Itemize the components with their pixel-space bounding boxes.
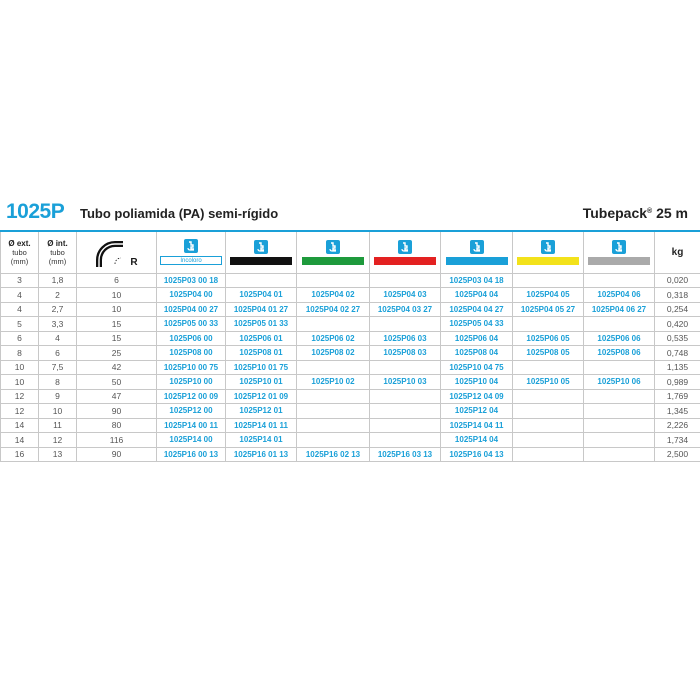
int-diameter-cell: 9 xyxy=(39,389,77,404)
kg-label: kg xyxy=(671,246,684,258)
reference-cell xyxy=(297,433,370,448)
reference-cell xyxy=(584,273,655,288)
reference-cell: 1025P04 01 27 xyxy=(226,302,297,317)
ext-diameter-cell: 3 xyxy=(1,273,39,288)
reference-cell: 1025P10 03 xyxy=(370,375,441,390)
bend-radius-cell: 42 xyxy=(77,360,157,375)
color-header-content xyxy=(513,232,583,273)
product-description: Tubo poliamida (PA) semi-rígido xyxy=(80,206,279,221)
reference-cell: 1025P04 01 xyxy=(226,288,297,303)
bend-radius-header xyxy=(77,231,157,273)
bend-radius-cell: 50 xyxy=(77,375,157,390)
reference-cell xyxy=(513,433,584,448)
int-diameter-cell: 4 xyxy=(39,331,77,346)
bend-radius-cell: 15 xyxy=(77,331,157,346)
int-diameter-cell: 7,5 xyxy=(39,360,77,375)
color-header-1 xyxy=(226,231,297,273)
ext-diameter-cell: 12 xyxy=(1,404,39,419)
ext-diameter-cell: 8 xyxy=(1,346,39,361)
reference-cell xyxy=(513,360,584,375)
bend-radius-cell: 90 xyxy=(77,447,157,462)
weight-cell: 0,420 xyxy=(655,317,700,332)
reference-cell xyxy=(370,418,441,433)
fitting-pictogram-icon xyxy=(541,240,555,254)
reference-cell: 1025P14 00 xyxy=(157,433,226,448)
reference-cell xyxy=(297,389,370,404)
color-header-content xyxy=(584,232,654,273)
reference-cell xyxy=(584,389,655,404)
bend-radius-cell: 116 xyxy=(77,433,157,448)
ext-diameter-cell: 12 xyxy=(1,389,39,404)
table-row xyxy=(1,273,700,288)
weight-cell: 1,135 xyxy=(655,360,700,375)
color-header-3 xyxy=(370,231,441,273)
reference-cell xyxy=(370,389,441,404)
ext-sub1: tubo xyxy=(12,247,27,257)
fitting-pictogram-icon xyxy=(612,240,626,254)
ext-diameter-header xyxy=(1,231,39,273)
fitting-pictogram-icon xyxy=(398,240,412,254)
color-header-content xyxy=(441,232,512,273)
int-diameter-cell: 12 xyxy=(39,433,77,448)
color-header-5 xyxy=(513,231,584,273)
reference-cell: 1025P14 01 xyxy=(226,433,297,448)
int-diameter-header xyxy=(39,231,77,273)
reference-cell xyxy=(584,404,655,419)
ext-label: Ø ext. xyxy=(8,238,31,248)
int-diameter-cell: 2 xyxy=(39,288,77,303)
fitting-pictogram-icon xyxy=(184,239,198,253)
table-row xyxy=(1,389,700,404)
reference-cell xyxy=(513,273,584,288)
reference-cell xyxy=(370,273,441,288)
table-row xyxy=(1,302,700,317)
color-swatch xyxy=(374,257,436,265)
ext-diameter-cell: 4 xyxy=(1,288,39,303)
reference-cell: 1025P04 00 27 xyxy=(157,302,226,317)
bend-radius-cell: 90 xyxy=(77,404,157,419)
int-diameter-cell: 1,8 xyxy=(39,273,77,288)
reference-cell: 1025P10 01 75 xyxy=(226,360,297,375)
color-header-2 xyxy=(297,231,370,273)
color-header-6 xyxy=(584,231,655,273)
reference-cell: 1025P12 04 09 xyxy=(441,389,513,404)
int-sub2: (mm) xyxy=(48,256,67,266)
reference-cell xyxy=(297,360,370,375)
reference-cell xyxy=(370,404,441,419)
reference-cell xyxy=(297,404,370,419)
reference-cell: 1025P08 04 xyxy=(441,346,513,361)
bend-radius-cell: 80 xyxy=(77,418,157,433)
reference-cell: 1025P04 04 27 xyxy=(441,302,513,317)
reference-cell: 1025P14 04 11 xyxy=(441,418,513,433)
reference-cell: 1025P14 00 11 xyxy=(157,418,226,433)
color-header-content xyxy=(226,232,296,273)
bend-radius-cell: 10 xyxy=(77,288,157,303)
reference-cell: 1025P16 00 13 xyxy=(157,447,226,462)
reference-cell: 1025P06 00 xyxy=(157,331,226,346)
reference-cell: 1025P08 05 xyxy=(513,346,584,361)
int-diameter-cell: 8 xyxy=(39,375,77,390)
reference-cell: 1025P16 04 13 xyxy=(441,447,513,462)
color-swatch-clear xyxy=(160,256,222,265)
fitting-pictogram-icon xyxy=(254,240,268,254)
reference-cell xyxy=(584,317,655,332)
weight-cell: 0,020 xyxy=(655,273,700,288)
reference-cell: 1025P08 06 xyxy=(584,346,655,361)
reference-cell: 1025P12 00 xyxy=(157,404,226,419)
reference-cell xyxy=(297,273,370,288)
reference-cell: 1025P04 00 xyxy=(157,288,226,303)
int-diameter-cell: 2,7 xyxy=(39,302,77,317)
reference-cell: 1025P03 04 18 xyxy=(441,273,513,288)
reference-cell xyxy=(513,389,584,404)
weight-cell: 1,734 xyxy=(655,433,700,448)
weight-cell: 0,989 xyxy=(655,375,700,390)
bend-radius-cell: 25 xyxy=(77,346,157,361)
title-row xyxy=(0,200,700,226)
product-table-section xyxy=(0,200,700,462)
reference-cell xyxy=(584,433,655,448)
tubepack-brand: Tubepack xyxy=(582,205,648,221)
table-row xyxy=(1,418,700,433)
reference-cell xyxy=(297,317,370,332)
ext-diameter-cell: 10 xyxy=(1,360,39,375)
table-row xyxy=(1,346,700,361)
reference-cell: 1025P04 02 xyxy=(297,288,370,303)
color-header-content xyxy=(370,232,440,273)
ext-diameter-cell: 14 xyxy=(1,433,39,448)
reference-cell: 1025P08 01 xyxy=(226,346,297,361)
header-row xyxy=(1,231,700,273)
bend-radius-cell: 15 xyxy=(77,317,157,332)
table-row xyxy=(1,360,700,375)
color-swatch xyxy=(446,257,508,265)
weight-cell: 0,748 xyxy=(655,346,700,361)
reference-cell: 1025P04 03 xyxy=(370,288,441,303)
reference-cell xyxy=(584,418,655,433)
reference-cell: 1025P06 03 xyxy=(370,331,441,346)
reference-cell: 1025P04 05 xyxy=(513,288,584,303)
reference-cell: 1025P12 00 09 xyxy=(157,389,226,404)
reference-cell xyxy=(513,404,584,419)
color-swatch xyxy=(588,257,650,265)
reference-cell: 1025P10 06 xyxy=(584,375,655,390)
color-swatch xyxy=(230,257,292,265)
reference-cell: 1025P10 00 75 xyxy=(157,360,226,375)
color-swatch xyxy=(302,257,364,265)
ext-diameter-cell: 10 xyxy=(1,375,39,390)
reference-cell: 1025P04 06 xyxy=(584,288,655,303)
weight-cell: 1,769 xyxy=(655,389,700,404)
reference-cell: 1025P04 06 27 xyxy=(584,302,655,317)
reference-cell: 1025P16 03 13 xyxy=(370,447,441,462)
reference-cell xyxy=(584,447,655,462)
weight-cell: 0,318 xyxy=(655,288,700,303)
fitting-pictogram-icon xyxy=(326,240,340,254)
reference-cell xyxy=(513,447,584,462)
reference-cell: 1025P12 01 xyxy=(226,404,297,419)
ext-sub2: (mm) xyxy=(10,256,29,266)
color-name: Incoloro xyxy=(180,257,202,264)
reference-cell: 1025P14 01 11 xyxy=(226,418,297,433)
weight-cell: 2,226 xyxy=(655,418,700,433)
reference-cell: 1025P08 03 xyxy=(370,346,441,361)
reference-cell xyxy=(370,433,441,448)
reference-cell: 1025P12 01 09 xyxy=(226,389,297,404)
table-row xyxy=(1,317,700,332)
product-code: 1025P xyxy=(6,200,65,223)
table-row xyxy=(1,404,700,419)
reference-cell xyxy=(370,360,441,375)
color-header-4 xyxy=(441,231,513,273)
reference-cell: 1025P03 00 18 xyxy=(157,273,226,288)
weight-cell: 0,254 xyxy=(655,302,700,317)
reference-cell: 1025P14 04 xyxy=(441,433,513,448)
reference-cell: 1025P16 01 13 xyxy=(226,447,297,462)
reference-cell: 1025P06 01 xyxy=(226,331,297,346)
reference-cell: 1025P06 04 xyxy=(441,331,513,346)
reference-cell xyxy=(226,273,297,288)
reference-cell: 1025P06 02 xyxy=(297,331,370,346)
reference-cell: 1025P10 02 xyxy=(297,375,370,390)
int-label: Ø int. xyxy=(47,238,68,248)
fitting-pictogram-icon xyxy=(470,240,484,254)
reference-cell: 1025P05 01 33 xyxy=(226,317,297,332)
reference-cell xyxy=(513,317,584,332)
bend-radius-cell: 10 xyxy=(77,302,157,317)
ext-diameter-cell: 14 xyxy=(1,418,39,433)
product-table xyxy=(0,230,700,462)
table-row xyxy=(1,375,700,390)
reference-cell: 1025P10 05 xyxy=(513,375,584,390)
color-header-0 xyxy=(157,231,226,273)
radius-label: R xyxy=(130,256,138,268)
table-row xyxy=(1,447,700,462)
bend-radius-icon xyxy=(95,240,129,268)
reference-cell: 1025P08 02 xyxy=(297,346,370,361)
ext-diameter-cell: 6 xyxy=(1,331,39,346)
table-row xyxy=(1,331,700,346)
ext-diameter-cell: 16 xyxy=(1,447,39,462)
reference-cell: 1025P10 04 xyxy=(441,375,513,390)
reference-cell xyxy=(297,418,370,433)
ext-diameter-cell: 4 xyxy=(1,302,39,317)
ext-diameter-cell: 5 xyxy=(1,317,39,332)
color-header-content xyxy=(297,232,369,273)
reference-cell: 1025P04 02 27 xyxy=(297,302,370,317)
int-sub1: tubo xyxy=(50,247,65,257)
kg-header xyxy=(655,231,700,273)
reference-cell: 1025P05 04 33 xyxy=(441,317,513,332)
reference-cell: 1025P04 03 27 xyxy=(370,302,441,317)
reference-cell: 1025P12 04 xyxy=(441,404,513,419)
int-diameter-cell: 10 xyxy=(39,404,77,419)
tubepack-length: 25 m xyxy=(656,205,688,221)
weight-cell: 2,500 xyxy=(655,447,700,462)
reference-cell: 1025P10 04 75 xyxy=(441,360,513,375)
color-swatch xyxy=(517,257,579,265)
reference-cell: 1025P08 00 xyxy=(157,346,226,361)
reference-cell xyxy=(513,418,584,433)
reference-cell xyxy=(584,360,655,375)
table-row xyxy=(1,288,700,303)
int-diameter-cell: 3,3 xyxy=(39,317,77,332)
reference-cell: 1025P05 00 33 xyxy=(157,317,226,332)
reference-cell: 1025P06 06 xyxy=(584,331,655,346)
bend-radius-cell: 6 xyxy=(77,273,157,288)
reference-cell: 1025P16 02 13 xyxy=(297,447,370,462)
reference-cell: 1025P04 05 27 xyxy=(513,302,584,317)
reference-cell: 1025P10 01 xyxy=(226,375,297,390)
reference-cell: 1025P04 04 xyxy=(441,288,513,303)
table-row xyxy=(1,433,700,448)
int-diameter-cell: 6 xyxy=(39,346,77,361)
bend-radius-cell: 47 xyxy=(77,389,157,404)
tubepack-label xyxy=(583,205,688,221)
weight-cell: 1,345 xyxy=(655,404,700,419)
reference-cell xyxy=(370,317,441,332)
int-diameter-cell: 11 xyxy=(39,418,77,433)
color-header-content xyxy=(157,232,225,273)
reference-cell: 1025P06 05 xyxy=(513,331,584,346)
int-diameter-cell: 13 xyxy=(39,447,77,462)
registered-mark: ® xyxy=(647,208,653,215)
weight-cell: 0,535 xyxy=(655,331,700,346)
reference-cell: 1025P10 00 xyxy=(157,375,226,390)
